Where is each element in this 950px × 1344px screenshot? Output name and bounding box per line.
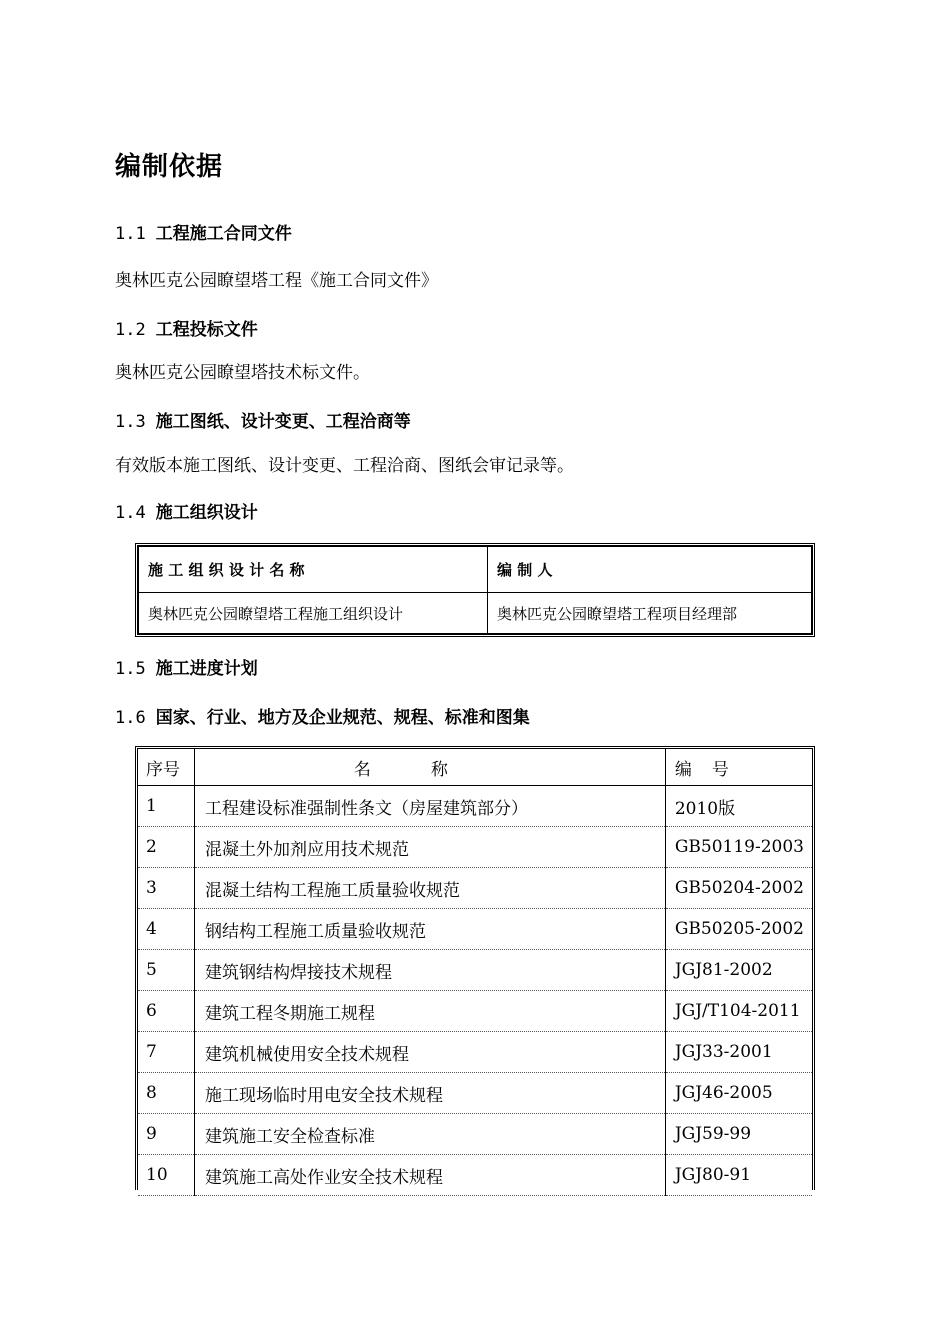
section-title: 工程投标文件 [155,320,258,340]
section-number: 1.5 [115,659,146,679]
table-cell: 1 [138,786,195,827]
table-cell: 2010版 [665,786,812,827]
table-header-cell: 名称 [195,749,666,786]
table-cell: JGJ/T104-2011 [665,991,812,1032]
table-cell: JGJ80-91 [665,1155,812,1196]
table-row [138,1155,812,1196]
section-heading-1-6 [115,703,530,728]
table-cell: 混凝土结构工程施工质量验收规范 [195,868,666,909]
table-cell: 奥林匹克公园瞭望塔工程项目经理部 [488,593,812,634]
section-text-1-3: 有效版本施工图纸、设计变更、工程洽商、图纸会审记录等。 [115,456,574,476]
table-row [138,786,812,827]
table-cell: 6 [138,991,195,1032]
table-cell: 建筑钢结构焊接技术规程 [195,950,666,991]
section-number: 1.4 [115,503,146,523]
section-text-1-1: 奥林匹克公园瞭望塔工程《施工合同文件》 [115,271,438,291]
section-title: 施工组织设计 [155,503,258,523]
table-cell: JGJ46-2005 [665,1073,812,1114]
table-header-row [138,749,812,786]
table-cell: 建筑机械使用安全技术规程 [195,1032,666,1073]
table-row [138,1032,812,1073]
section-number: 1.3 [115,412,146,432]
table-row [139,593,812,634]
table-cell: JGJ59-99 [665,1114,812,1155]
table-row [138,1073,812,1114]
table-cell: 施工现场临时用电安全技术规程 [195,1073,666,1114]
table-header-cell: 编号 [665,749,812,786]
table-cell: 建筑施工安全检查标准 [195,1114,666,1155]
section-title: 施工图纸、设计变更、工程洽商等 [155,412,411,432]
table-cell: JGJ81-2002 [665,950,812,991]
section-number: 1.6 [115,708,146,728]
table-cell: 2 [138,827,195,868]
table-cell: 4 [138,909,195,950]
page-title: 编制依据 [115,152,224,182]
table-cell: GB50204-2002 [665,868,812,909]
section-title: 工程施工合同文件 [155,224,292,244]
standards-table [135,746,815,1190]
section-number: 1.2 [115,320,146,340]
section-title: 施工进度计划 [155,659,258,679]
table-cell: 混凝土外加剂应用技术规范 [195,827,666,868]
section-number: 1.1 [115,224,146,244]
org-design-table [135,543,815,637]
table-cell: 10 [138,1155,195,1196]
section-text-1-2: 奥林匹克公园瞭望塔技术标文件。 [115,363,370,383]
section-heading-1-2 [115,315,258,340]
table-row [138,991,812,1032]
table-cell: 奥林匹克公园瞭望塔工程施工组织设计 [139,593,488,634]
table-cell: 9 [138,1114,195,1155]
table-row [138,868,812,909]
table-cell: 3 [138,868,195,909]
section-title: 国家、行业、地方及企业规范、规程、标准和图集 [155,708,530,728]
section-heading-1-4 [115,498,258,523]
table-cell: 7 [138,1032,195,1073]
table-cell: 建筑工程冬期施工规程 [195,991,666,1032]
table-cell: 5 [138,950,195,991]
section-heading-1-1 [115,219,292,244]
table-row [138,827,812,868]
table-header-cell: 序号 [138,749,195,786]
table-row [138,909,812,950]
table-row [138,1114,812,1155]
section-heading-1-5 [115,654,258,679]
table-row [138,950,812,991]
table-cell: 工程建设标准强制性条文（房屋建筑部分） [195,786,666,827]
table-cell: GB50119-2003 [665,827,812,868]
table-cell: 8 [138,1073,195,1114]
table-cell: JGJ33-2001 [665,1032,812,1073]
table-header-row [139,547,812,593]
table-cell: 钢结构工程施工质量验收规范 [195,909,666,950]
table-header-cell: 编 制 人 [488,547,812,593]
section-heading-1-3 [115,407,411,432]
table-cell: 建筑施工高处作业安全技术规程 [195,1155,666,1196]
table-cell: GB50205-2002 [665,909,812,950]
table-header-cell: 施 工 组 织 设 计 名 称 [139,547,488,593]
